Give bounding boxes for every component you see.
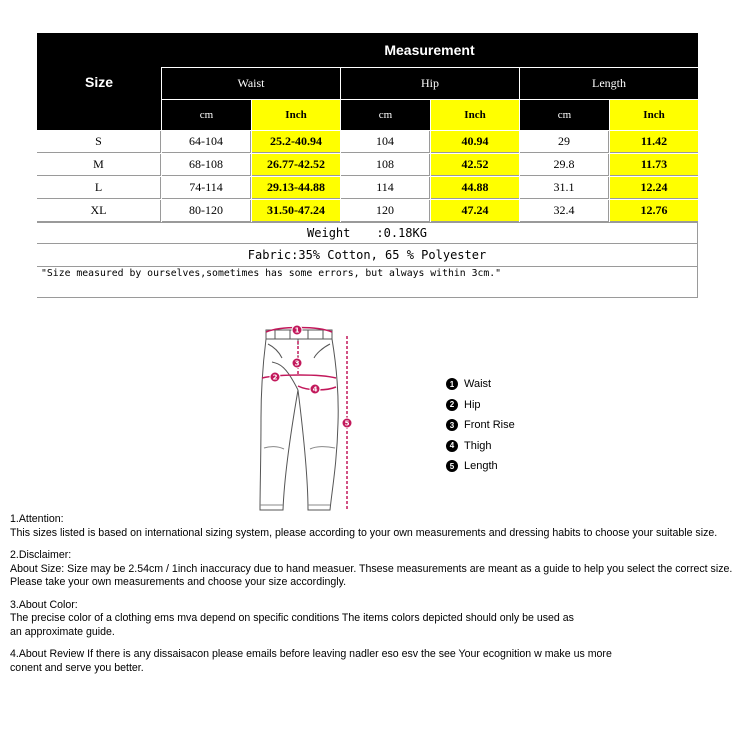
unit-header-hip-inch: Inch <box>431 100 519 130</box>
note-block <box>10 648 750 675</box>
table-cell-hip-cm: 104 <box>341 131 430 153</box>
table-cell-hip-cm: 108 <box>341 154 430 176</box>
note-block <box>10 513 750 540</box>
legend-item <box>446 395 515 416</box>
note-line: Please take your own measurements and choose your size accordingly. <box>10 576 347 588</box>
size-column-header: Size <box>37 33 161 130</box>
table-cell-hip-in: 40.94 <box>431 131 519 153</box>
table-note: "Size measured by ourselves,sometimes has some errors, but always within 3cm." <box>37 267 698 298</box>
table-cell-size: S <box>37 131 161 153</box>
table-cell-hip-in: 42.52 <box>431 154 519 176</box>
unit-header-hip-cm: cm <box>341 100 430 130</box>
legend-item <box>446 415 515 436</box>
legend-item <box>446 436 515 457</box>
unit-header-length-cm: cm <box>520 100 609 130</box>
table-cell-size: XL <box>37 200 161 222</box>
table-cell-waist-cm: 68-108 <box>162 154 251 176</box>
table-cell-hip-cm: 114 <box>341 177 430 199</box>
note-line: conent and serve you better. <box>10 661 144 674</box>
table-cell-len-cm: 29.8 <box>520 154 609 176</box>
table-cell-len-in: 12.24 <box>610 177 698 199</box>
marker-1-label: 1 <box>294 326 300 335</box>
weight-value: :0.18KG <box>376 226 427 240</box>
measurement-title: Measurement <box>161 33 698 67</box>
table-cell-len-cm: 31.1 <box>520 177 609 199</box>
unit-header-waist-inch: Inch <box>252 100 340 130</box>
table-cell-size: L <box>37 177 161 199</box>
legend-item <box>446 456 515 477</box>
marker-5-label: 5 <box>344 419 350 428</box>
note-block <box>10 549 750 590</box>
weight-row <box>37 222 698 244</box>
table-cell-hip-in: 47.24 <box>431 200 519 222</box>
pants-outline <box>260 330 338 510</box>
table-cell-len-in: 12.76 <box>610 200 698 222</box>
table-cell-waist-in: 29.13-44.88 <box>252 177 340 199</box>
legend-label: Waist <box>464 378 492 391</box>
note-title: 1.Attention: <box>10 513 64 525</box>
note-title: 3.About Color: <box>10 598 78 611</box>
measurement-legend <box>446 374 515 477</box>
table-cell-hip-cm: 120 <box>341 200 430 222</box>
weight-label: Weight <box>307 226 351 240</box>
group-header-hip: Hip <box>341 68 519 99</box>
table-cell-len-cm: 32.4 <box>520 200 609 222</box>
table-cell-len-in: 11.73 <box>610 154 698 176</box>
table-cell-len-cm: 29 <box>520 131 609 153</box>
group-header-length: Length <box>520 68 698 99</box>
legend-item <box>446 374 515 395</box>
size-notes <box>10 513 750 684</box>
table-cell-waist-cm: 80-120 <box>162 200 251 222</box>
legend-label: Length <box>464 460 498 473</box>
legend-label: Thigh <box>464 439 492 452</box>
table-cell-size: M <box>37 154 161 176</box>
unit-header-length-inch: Inch <box>610 100 698 130</box>
legend-label: Hip <box>464 398 481 411</box>
table-cell-waist-in: 31.50-47.24 <box>252 200 340 222</box>
size-table <box>37 33 698 298</box>
table-cell-waist-in: 26.77-42.52 <box>252 154 340 176</box>
legend-number-icon: 3 <box>446 419 458 431</box>
marker-2-label: 2 <box>272 373 278 382</box>
legend-number-icon: 1 <box>446 378 458 390</box>
table-cell-len-in: 11.42 <box>610 131 698 153</box>
table-cell-hip-in: 44.88 <box>431 177 519 199</box>
note-line: About Size: Size may be 2.54cm / 1inch inaccuracy due to hand measuer. Thsese measurements are meant as a guide to help you select the correct size. <box>10 562 733 575</box>
note-line: This sizes listed is based on international sizing system, please according to your own measurements and dressing habits to choose your suitable size. <box>10 526 718 539</box>
marker-3-label: 3 <box>294 359 300 368</box>
unit-header-waist-cm: cm <box>162 100 251 130</box>
table-cell-waist-cm: 74-114 <box>162 177 251 199</box>
fabric-row: Fabric:35% Cotton, 65 % Polyester <box>37 244 698 267</box>
pants-measurement-diagram <box>250 318 365 518</box>
note-line: an approximate guide. <box>10 625 115 638</box>
legend-number-icon: 4 <box>446 440 458 452</box>
marker-4-label: 4 <box>312 385 318 394</box>
note-title: 2.Disclaimer: <box>10 549 72 561</box>
legend-label: Front Rise <box>464 419 515 432</box>
group-header-waist: Waist <box>162 68 340 99</box>
note-line: The precise color of a clothing ems mva depend on specific conditions The items colors depicted should only be used as <box>10 612 574 624</box>
legend-number-icon: 5 <box>446 460 458 472</box>
note-title: 4.About Review If there is any dissaisacon please emails before leaving nadler eso esv the see Your ecognition w make us more <box>10 648 612 660</box>
table-cell-waist-in: 25.2-40.94 <box>252 131 340 153</box>
legend-number-icon: 2 <box>446 399 458 411</box>
table-cell-waist-cm: 64-104 <box>162 131 251 153</box>
note-block <box>10 599 750 640</box>
